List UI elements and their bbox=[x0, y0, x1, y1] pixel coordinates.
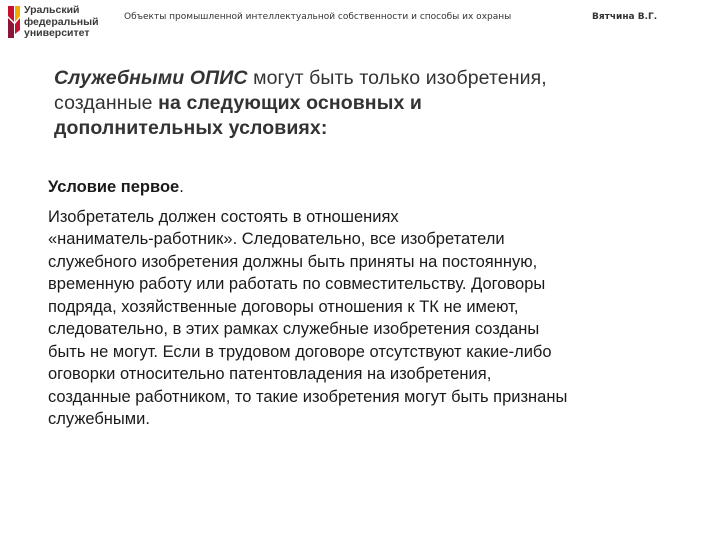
logo-line-2: федеральный bbox=[24, 15, 99, 28]
heading-emphasis: Служебными ОПИС bbox=[54, 67, 248, 89]
condition-title-suffix: . bbox=[179, 178, 184, 196]
university-emblem-icon bbox=[6, 4, 22, 40]
heading-bold-1: на следующих основных и bbox=[158, 92, 422, 114]
paragraph-line: временную работу или работать по совместительству. Договоры bbox=[48, 275, 546, 293]
condition-paragraph bbox=[48, 206, 698, 431]
paragraph-line: подряда, хозяйственные договоры отношения к ТК не имеют, bbox=[48, 297, 519, 316]
logo-line-3: университет bbox=[24, 27, 90, 39]
condition-title bbox=[48, 176, 698, 199]
paragraph-line: оговорки относительно патентовладения на изобретения, bbox=[48, 365, 492, 383]
slide-heading bbox=[54, 66, 694, 141]
logo-text bbox=[24, 5, 99, 40]
paragraph-line: Изобретатель должен состоять в отношениях bbox=[48, 207, 399, 226]
paragraph-line: служебными. bbox=[48, 410, 150, 428]
logo-line-1: Уральский bbox=[24, 4, 80, 16]
heading-bold-2: дополнительных условиях: bbox=[54, 117, 328, 139]
paragraph-line: созданные работником, то такие изобретения могут быть признаны bbox=[48, 387, 568, 406]
paragraph-line: следовательно, в этих рамках служебные изобретения созданы bbox=[48, 320, 540, 338]
paragraph-line: «наниматель-работник». Следовательно, все изобретатели bbox=[48, 230, 505, 248]
paragraph-line: быть не могут. Если в трудовом договоре отсутствуют какие-либо bbox=[48, 342, 552, 361]
university-logo bbox=[6, 4, 116, 40]
heading-text-1: могут быть только изобретения, bbox=[247, 67, 547, 89]
paragraph-line: служебного изобретения должны быть приняты на постоянную, bbox=[48, 252, 538, 271]
header-title: Объекты промышленной интеллектуальной собственности и способы их охраны bbox=[124, 12, 512, 22]
heading-text-2: созданные bbox=[54, 92, 159, 114]
header-author: Вятчина В.Г. bbox=[592, 12, 658, 22]
condition-title-bold: Условие первое bbox=[48, 178, 180, 196]
slide-body bbox=[48, 176, 698, 431]
